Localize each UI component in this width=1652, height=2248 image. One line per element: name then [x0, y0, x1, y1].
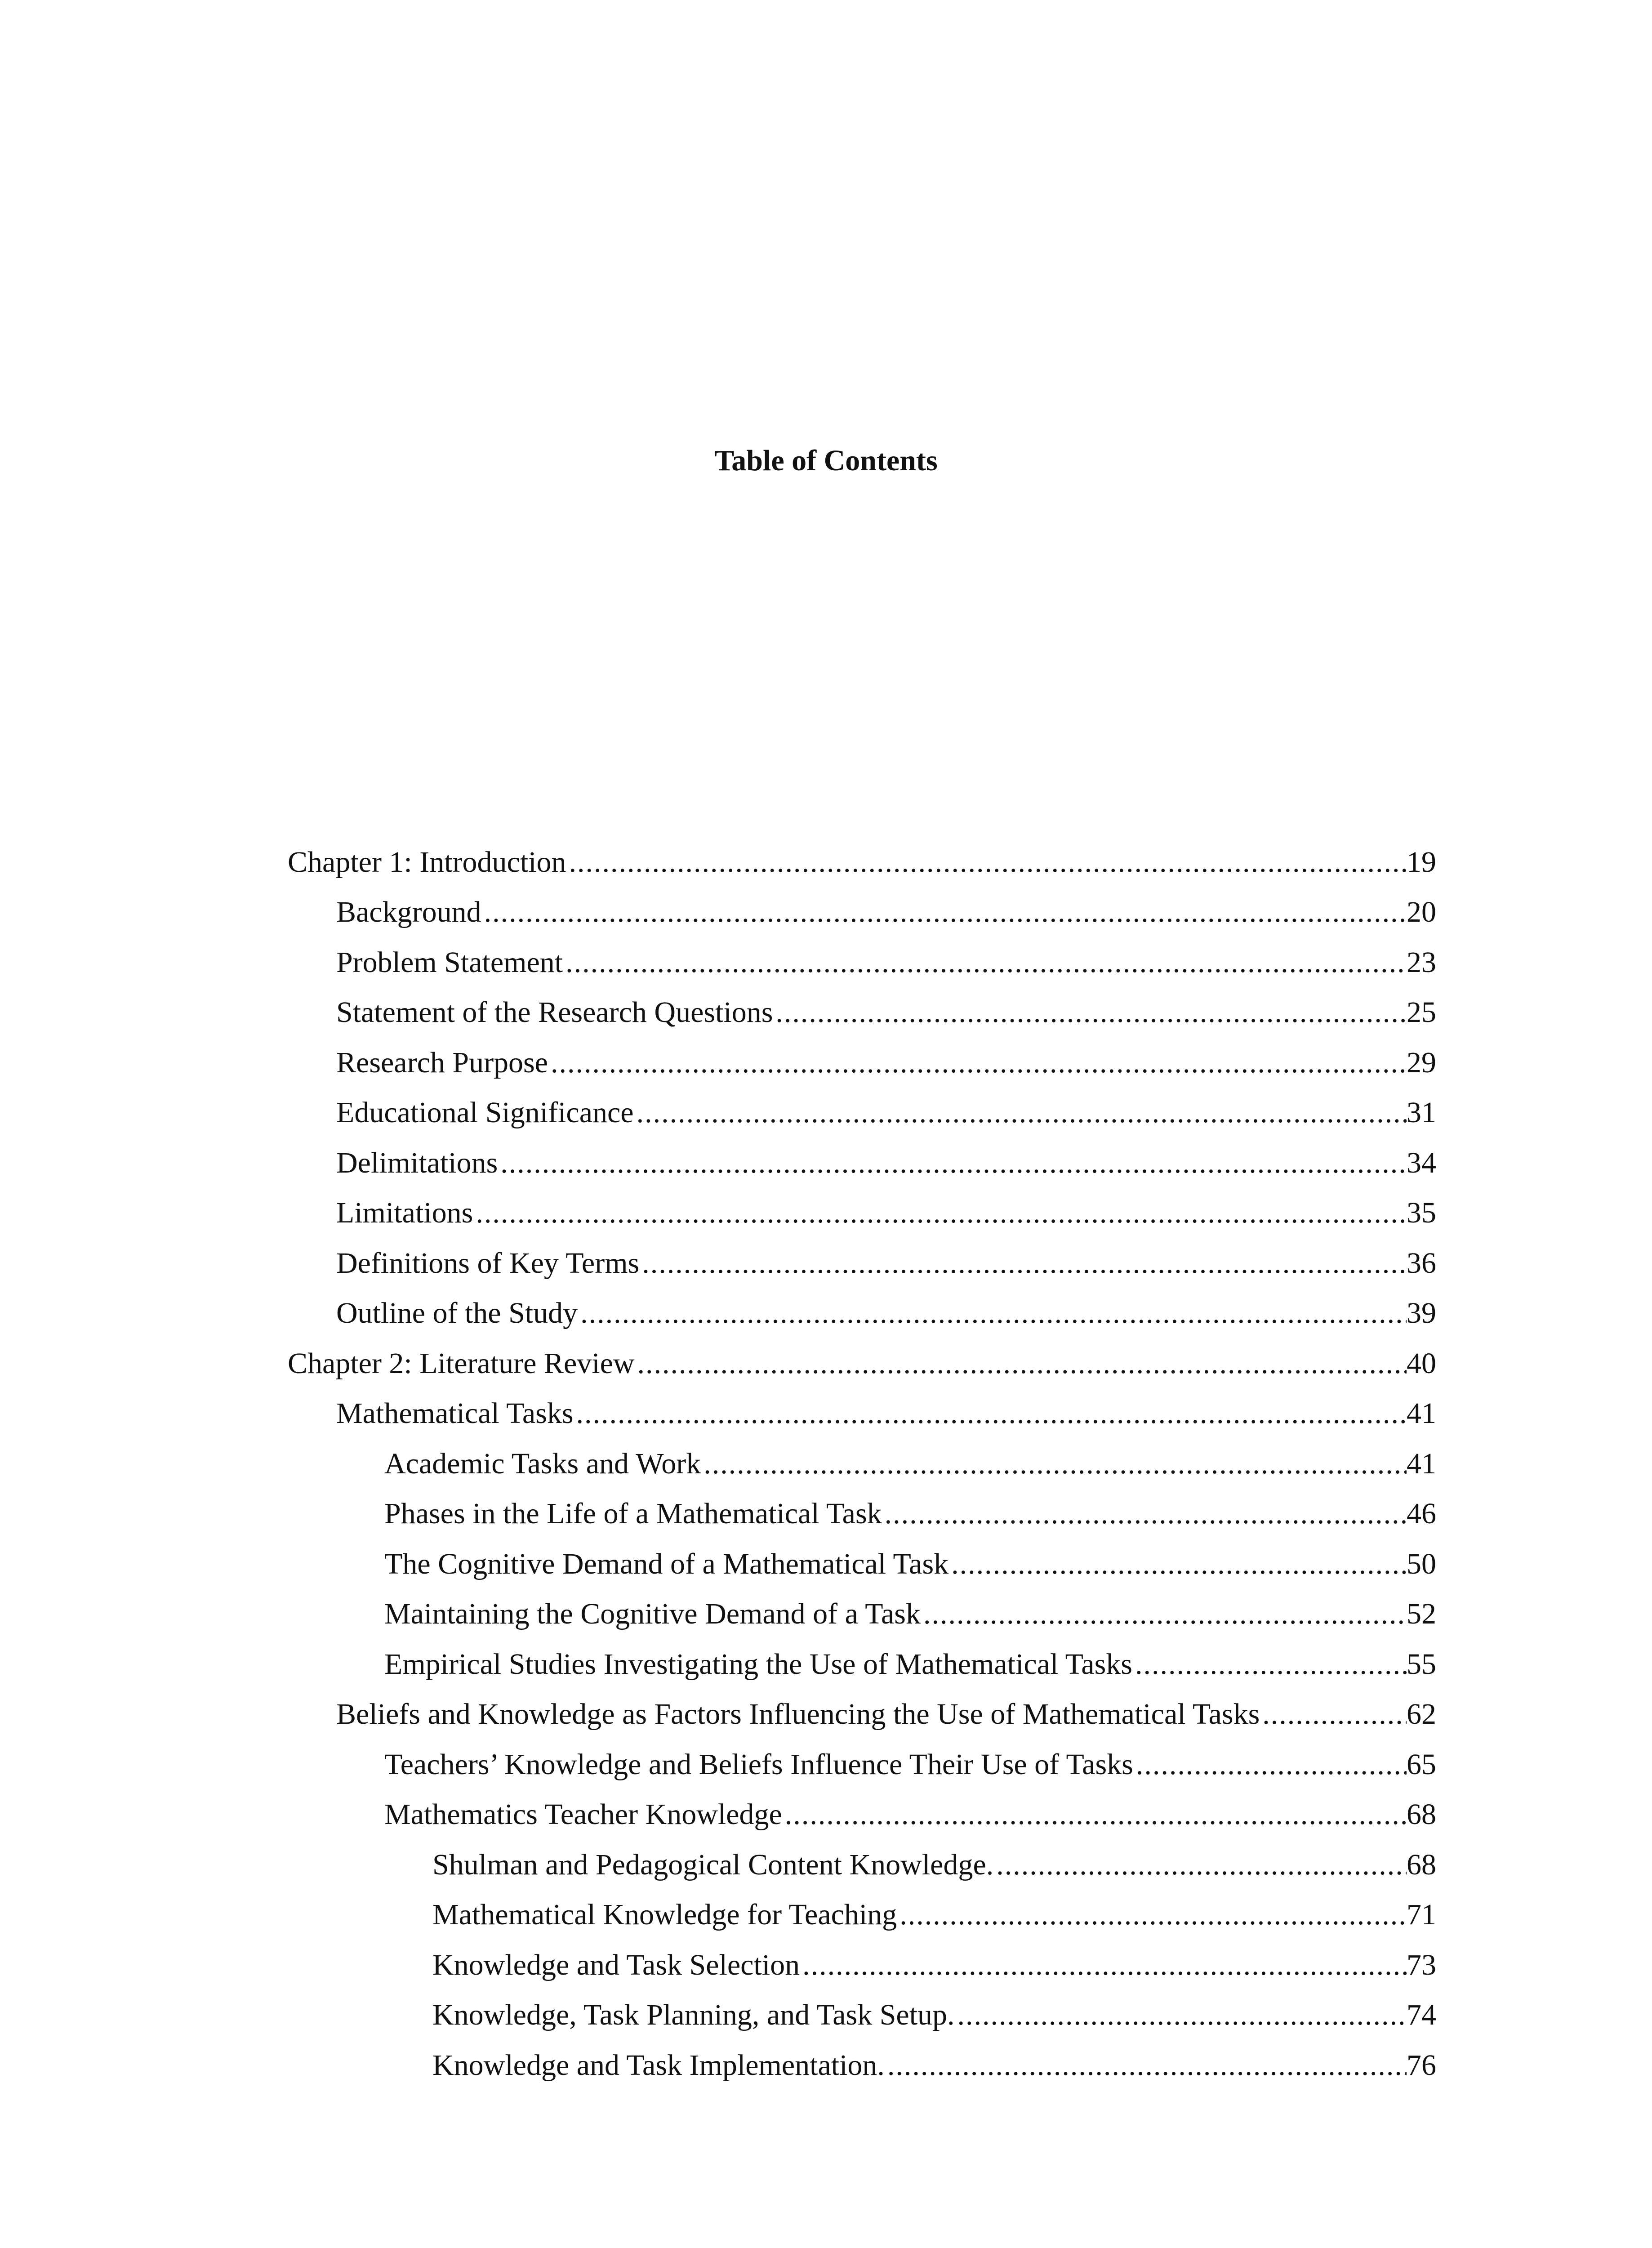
dot-leader [921, 1596, 1407, 1632]
toc-entry[interactable] [288, 1338, 1436, 1389]
dot-leader [882, 1496, 1407, 1532]
toc-entry-label: Delimitations [336, 1146, 498, 1179]
toc-entry-page-number: 68 [1407, 1848, 1436, 1881]
toc-entry-label: Background [336, 896, 481, 929]
toc-entry[interactable] [288, 937, 1436, 988]
table-of-contents [288, 837, 1436, 2091]
dot-leader [1132, 1646, 1407, 1682]
toc-entry-page-number: 25 [1407, 996, 1436, 1029]
toc-entry-label: Mathematical Tasks [336, 1397, 574, 1430]
toc-entry-page-number: 36 [1407, 1246, 1436, 1280]
toc-entry-label: Problem Statement [336, 946, 563, 979]
dot-leader [635, 1346, 1407, 1382]
toc-entry[interactable] [288, 1890, 1436, 1940]
toc-entry-label: The Cognitive Demand of a Mathematical Task [384, 1547, 949, 1580]
toc-entry[interactable] [288, 1990, 1436, 2041]
toc-entry-label: Mathematical Knowledge for Teaching [432, 1898, 897, 1931]
dot-leader [1260, 1696, 1407, 1732]
toc-entry-page-number: 50 [1407, 1547, 1436, 1580]
toc-entry[interactable] [288, 1389, 1436, 1439]
toc-entry[interactable] [288, 1238, 1436, 1289]
page-title: Table of Contents [714, 444, 938, 477]
dot-leader [498, 1145, 1407, 1181]
toc-entry-label: Knowledge and Task Selection [432, 1948, 800, 1981]
toc-entry-label: Phases in the Life of a Mathematical Task [384, 1497, 882, 1530]
toc-entry-page-number: 29 [1407, 1046, 1436, 1079]
toc-entry-label: Outline of the Study [336, 1297, 578, 1330]
toc-entry[interactable] [288, 1740, 1436, 1790]
dot-leader [782, 1797, 1407, 1833]
toc-entry-label: Beliefs and Knowledge as Factors Influencing the Use of Mathematical Tasks [336, 1698, 1260, 1731]
toc-entry-label: Academic Tasks and Work [384, 1447, 701, 1480]
dot-leader [897, 1897, 1407, 1933]
toc-entry[interactable] [288, 1439, 1436, 1489]
toc-entry[interactable] [288, 1639, 1436, 1690]
toc-entry[interactable] [288, 1690, 1436, 1740]
toc-entry-page-number: 62 [1407, 1698, 1436, 1731]
toc-entry[interactable] [288, 888, 1436, 938]
dot-leader [885, 2047, 1407, 2083]
toc-entry-page-number: 52 [1407, 1597, 1436, 1631]
toc-entry-label: Chapter 2: Literature Review [288, 1347, 635, 1380]
toc-entry-page-number: 23 [1407, 946, 1436, 979]
dot-leader [574, 1396, 1407, 1432]
dot-leader [563, 945, 1407, 981]
toc-entry[interactable] [288, 1088, 1436, 1138]
toc-entry[interactable] [288, 1539, 1436, 1589]
toc-entry[interactable] [288, 1840, 1436, 1890]
dot-leader [473, 1195, 1407, 1231]
dot-leader [948, 1546, 1407, 1582]
toc-entry[interactable] [288, 988, 1436, 1038]
toc-entry-label: Research Purpose [336, 1046, 548, 1079]
toc-entry-label: Statement of the Research Questions [336, 996, 773, 1029]
toc-entry-page-number: 40 [1407, 1347, 1436, 1380]
toc-entry-page-number: 34 [1407, 1146, 1436, 1179]
toc-entry-page-number: 20 [1407, 896, 1436, 929]
toc-entry-label: Maintaining the Cognitive Demand of a Task [384, 1597, 921, 1631]
toc-entry-page-number: 41 [1407, 1447, 1436, 1480]
toc-entry-label: Chapter 1: Introduction [288, 845, 566, 879]
dot-leader [1133, 1747, 1407, 1783]
toc-entry[interactable] [288, 1790, 1436, 1840]
toc-entry-page-number: 19 [1407, 845, 1436, 879]
toc-entry-label: Limitations [336, 1196, 473, 1230]
toc-entry-page-number: 74 [1407, 1998, 1436, 2032]
toc-entry[interactable] [288, 1289, 1436, 1339]
dot-leader [578, 1295, 1407, 1331]
toc-entry-label: Mathematics Teacher Knowledge [384, 1798, 782, 1831]
toc-entry-page-number: 35 [1407, 1196, 1436, 1230]
toc-entry-page-number: 46 [1407, 1497, 1436, 1530]
dot-leader [773, 995, 1407, 1030]
toc-entry[interactable] [288, 1038, 1436, 1088]
toc-entry-label: Knowledge and Task Implementation. [432, 2048, 885, 2082]
dot-leader [481, 894, 1407, 930]
toc-entry-page-number: 39 [1407, 1297, 1436, 1330]
dot-leader [548, 1045, 1407, 1081]
dot-leader [955, 1997, 1407, 2033]
toc-entry-page-number: 73 [1407, 1948, 1436, 1981]
dot-leader [800, 1947, 1407, 1983]
toc-entry-label: Knowledge, Task Planning, and Task Setup. [432, 1998, 955, 2032]
toc-entry-label: Educational Significance [336, 1096, 634, 1129]
dot-leader [634, 1095, 1407, 1131]
toc-entry-label: Empirical Studies Investigating the Use of Mathematical Tasks [384, 1647, 1132, 1681]
dot-leader [701, 1446, 1407, 1482]
dot-leader [639, 1245, 1407, 1281]
toc-entry-page-number: 31 [1407, 1096, 1436, 1129]
toc-entry-page-number: 65 [1407, 1748, 1436, 1781]
toc-entry-page-number: 41 [1407, 1397, 1436, 1430]
toc-entry-label: Shulman and Pedagogical Content Knowledge. [432, 1848, 994, 1881]
toc-entry-page-number: 71 [1407, 1898, 1436, 1931]
toc-entry[interactable] [288, 1940, 1436, 1990]
toc-entry[interactable] [288, 1188, 1436, 1239]
toc-entry[interactable] [288, 2040, 1436, 2091]
toc-entry[interactable] [288, 1138, 1436, 1188]
toc-entry[interactable] [288, 837, 1436, 888]
toc-entry-page-number: 55 [1407, 1647, 1436, 1681]
toc-entry-page-number: 68 [1407, 1798, 1436, 1831]
toc-entry-label: Definitions of Key Terms [336, 1246, 640, 1280]
toc-entry[interactable] [288, 1489, 1436, 1539]
dot-leader [993, 1847, 1407, 1883]
toc-entry-page-number: 76 [1407, 2048, 1436, 2082]
toc-entry[interactable] [288, 1589, 1436, 1640]
dot-leader [566, 844, 1407, 880]
toc-entry-label: Teachers’ Knowledge and Beliefs Influence Their Use of Tasks [384, 1748, 1133, 1781]
